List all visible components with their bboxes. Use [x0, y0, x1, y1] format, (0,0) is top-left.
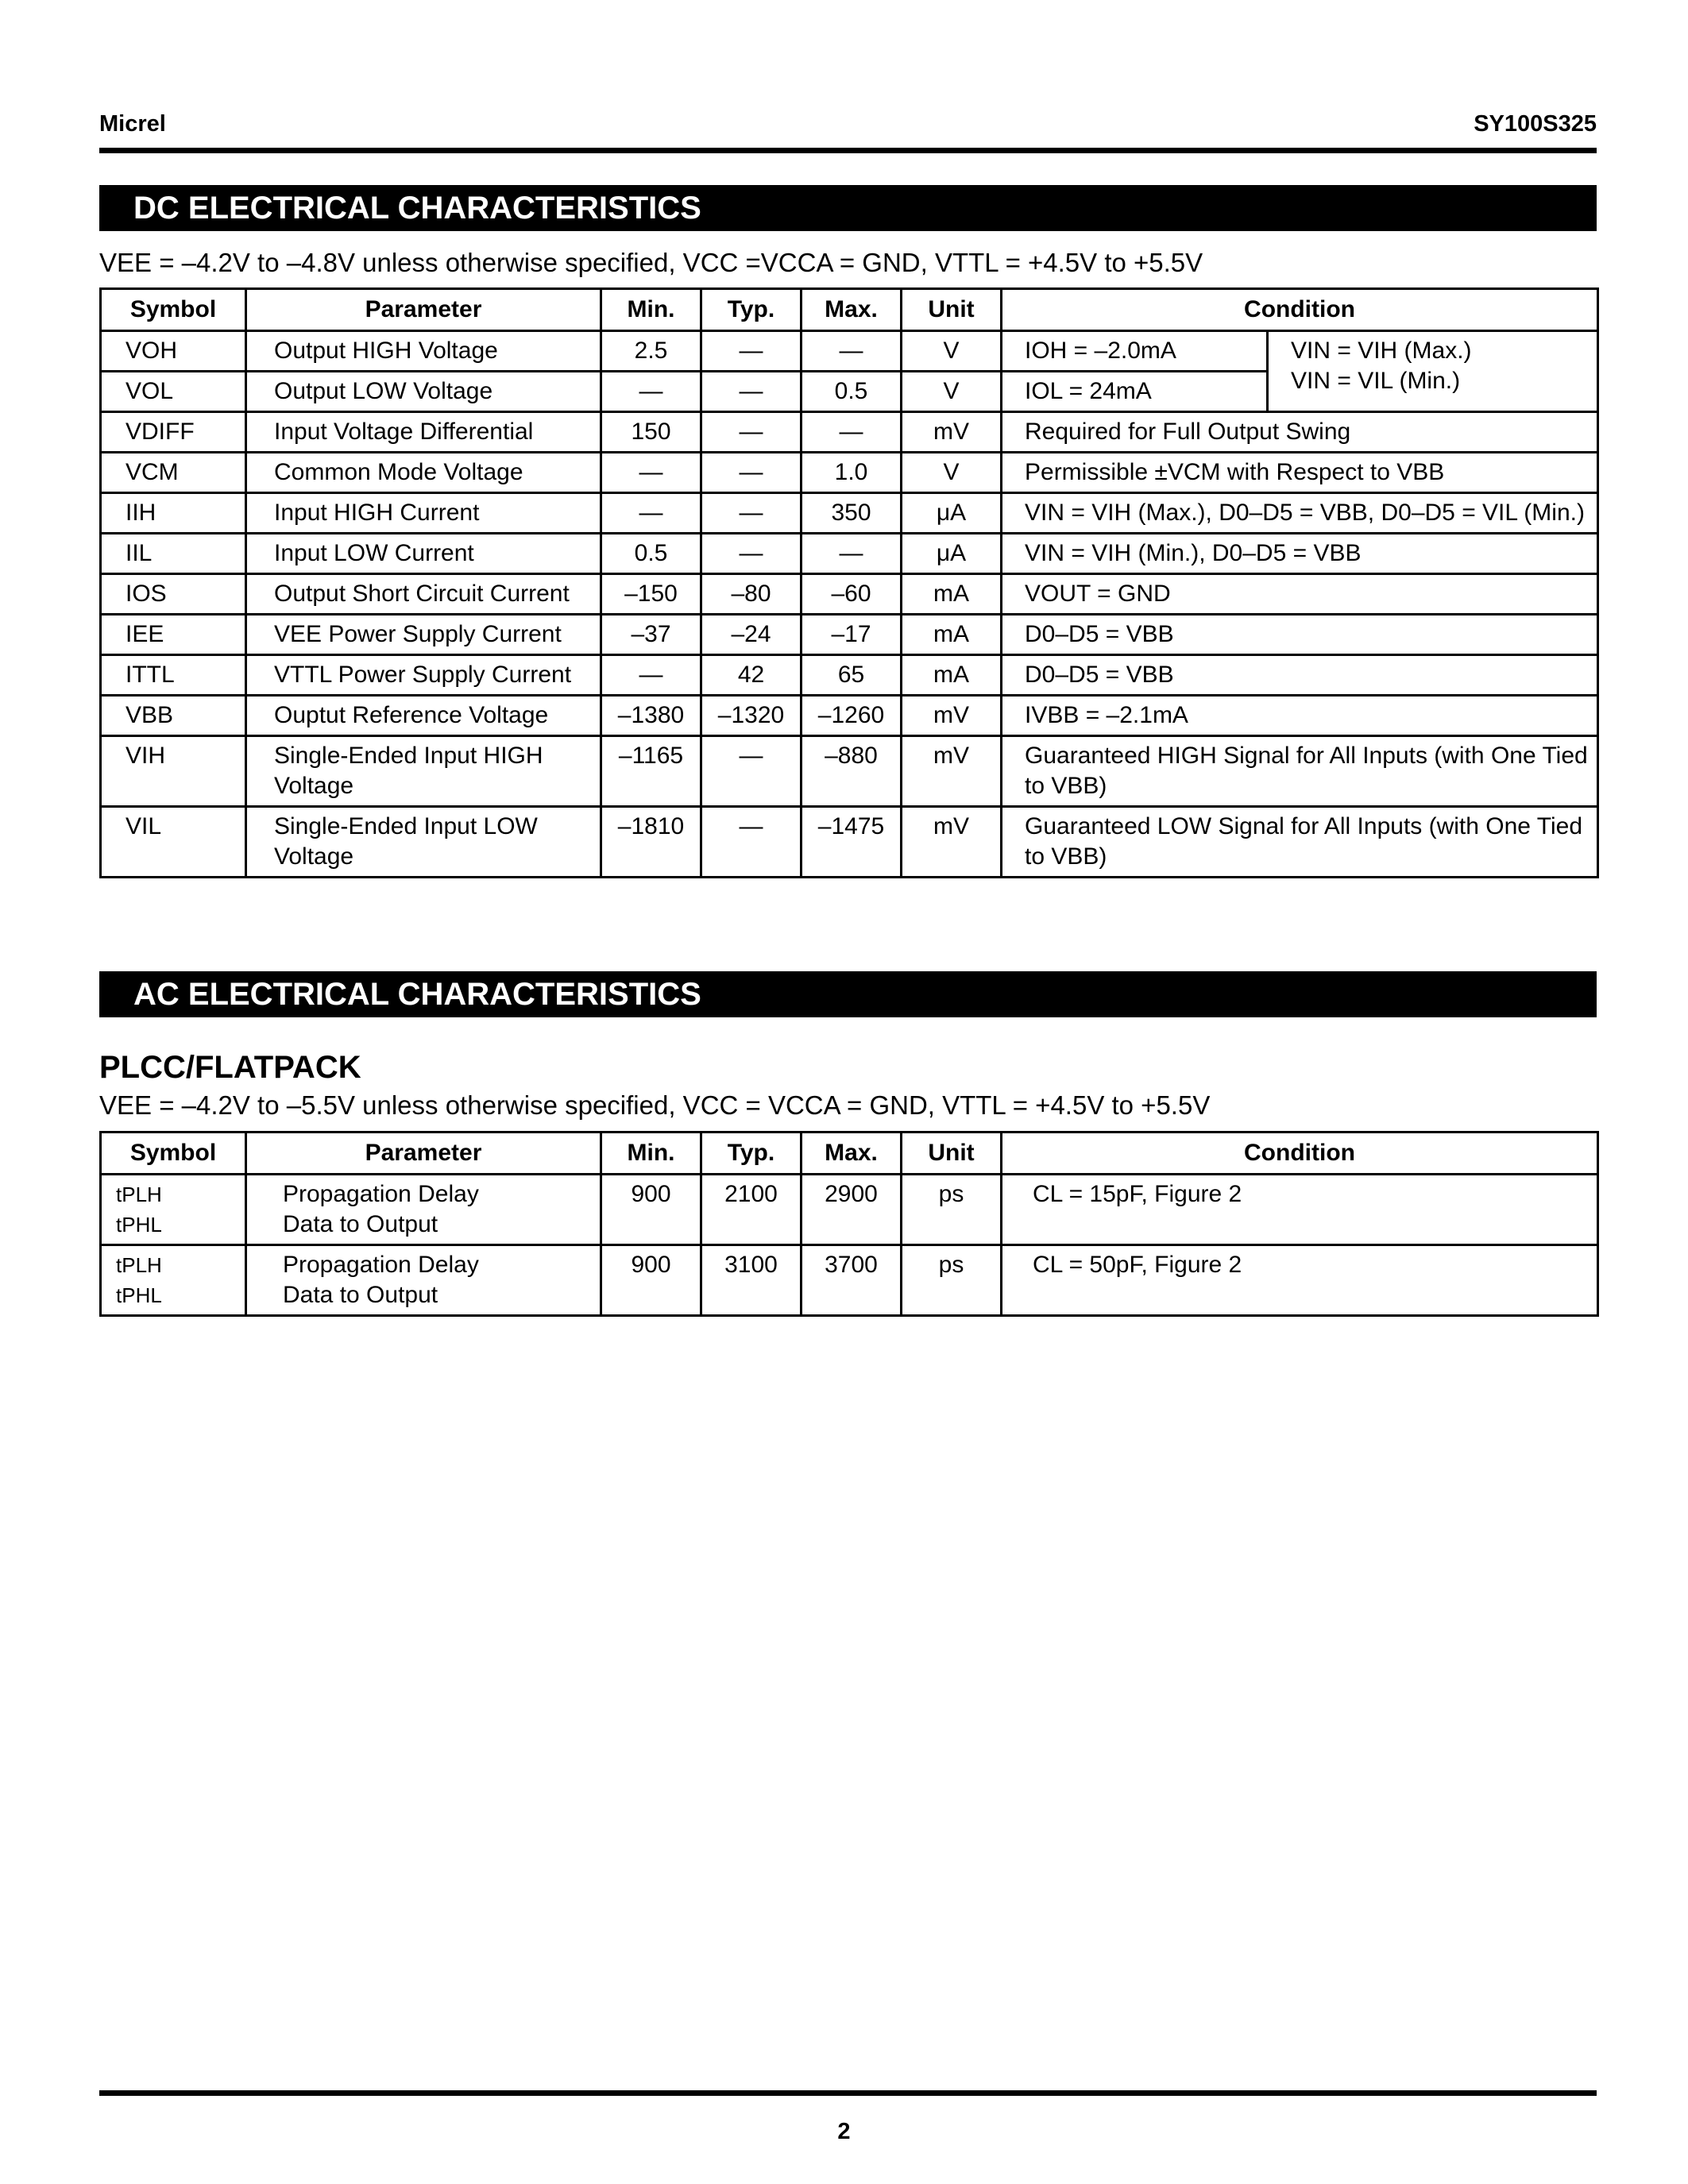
- symbol: [101, 1245, 246, 1316]
- typ: –24: [701, 615, 802, 655]
- symbol-rise: tPLH: [116, 1183, 162, 1206]
- max: 3700: [802, 1245, 902, 1316]
- symbol: IIL: [101, 534, 246, 574]
- unit: V: [902, 372, 1002, 412]
- max: –880: [802, 736, 902, 807]
- typ: 3100: [701, 1245, 802, 1316]
- condition: D0–D5 = VBB: [1002, 615, 1598, 655]
- unit: mA: [902, 615, 1002, 655]
- symbol: IEE: [101, 615, 246, 655]
- parameter-line1: Propagation Delay: [283, 1181, 479, 1207]
- condition: Guaranteed LOW Signal for All Inputs (with One Tied to VBB): [1002, 807, 1598, 878]
- symbol: VIL: [101, 807, 246, 878]
- symbol: VCM: [101, 453, 246, 493]
- unit: mV: [902, 412, 1002, 453]
- dc-conditions: VEE = –4.2V to –4.8V unless otherwise specified, VCC =VCCA = GND, VTTL = +4.5V to +5.5V: [99, 248, 1203, 277]
- col-condition: Condition: [1002, 289, 1598, 331]
- typ: —: [701, 736, 802, 807]
- min: 2.5: [601, 331, 701, 372]
- footer-rule: [99, 2090, 1597, 2096]
- condition: VIN = VIH (Max.), D0–D5 = VBB, D0–D5 = VIL (Min.): [1002, 493, 1598, 534]
- typ: —: [701, 331, 802, 372]
- condition: VIN = VIH (Min.), D0–D5 = VBB: [1002, 534, 1598, 574]
- col-min: Min.: [601, 289, 701, 331]
- symbol: VBB: [101, 696, 246, 736]
- ac-header-row: [101, 1133, 1598, 1175]
- condition: CL = 15pF, Figure 2: [1002, 1175, 1598, 1245]
- unit: mV: [902, 807, 1002, 878]
- table-row: [101, 331, 1598, 372]
- min: –1165: [601, 736, 701, 807]
- max: –1260: [802, 696, 902, 736]
- col-parameter: Parameter: [246, 289, 601, 331]
- min: –37: [601, 615, 701, 655]
- col-typ: Typ.: [701, 1133, 802, 1175]
- part-number: SY100S325: [1474, 111, 1597, 137]
- dc-characteristics-table: [99, 287, 1599, 878]
- table-row: [101, 412, 1598, 453]
- min: –150: [601, 574, 701, 615]
- unit: mV: [902, 736, 1002, 807]
- min: —: [601, 655, 701, 696]
- condition: Required for Full Output Swing: [1002, 412, 1598, 453]
- max: 0.5: [802, 372, 902, 412]
- symbol-rise: tPLH: [116, 1253, 162, 1277]
- parameter: Ouptut Reference Voltage: [246, 696, 601, 736]
- page-header: [99, 111, 1597, 145]
- min: —: [601, 493, 701, 534]
- unit: mA: [902, 574, 1002, 615]
- condition-input-high: VIN = VIH (Max.): [1291, 338, 1472, 364]
- symbol: [101, 1175, 246, 1245]
- symbol: VOL: [101, 372, 246, 412]
- symbol: VIH: [101, 736, 246, 807]
- symbol: IIH: [101, 493, 246, 534]
- condition: CL = 50pF, Figure 2: [1002, 1245, 1598, 1316]
- table-row: [101, 807, 1598, 878]
- condition-input-low: VIN = VIL (Min.): [1291, 368, 1461, 394]
- col-unit: Unit: [902, 1133, 1002, 1175]
- col-symbol: Symbol: [101, 1133, 246, 1175]
- min: 900: [601, 1245, 701, 1316]
- typ: —: [701, 807, 802, 878]
- symbol: VOH: [101, 331, 246, 372]
- max: 350: [802, 493, 902, 534]
- table-row: [101, 1245, 1598, 1316]
- max: 65: [802, 655, 902, 696]
- page-number: 2: [837, 2119, 851, 2144]
- parameter-line2: Data to Output: [283, 1211, 438, 1237]
- condition: VOUT = GND: [1002, 574, 1598, 615]
- col-min: Min.: [601, 1133, 701, 1175]
- symbol: ITTL: [101, 655, 246, 696]
- max: –60: [802, 574, 902, 615]
- symbol-fall: tPHL: [116, 1283, 162, 1307]
- parameter: Output Short Circuit Current: [246, 574, 601, 615]
- min: –1810: [601, 807, 701, 878]
- typ: 42: [701, 655, 802, 696]
- max: 1.0: [802, 453, 902, 493]
- col-unit: Unit: [902, 289, 1002, 331]
- unit: mA: [902, 655, 1002, 696]
- parameter: Common Mode Voltage: [246, 453, 601, 493]
- max: —: [802, 412, 902, 453]
- parameter: [246, 1245, 601, 1316]
- condition: Permissible ±VCM with Respect to VBB: [1002, 453, 1598, 493]
- ac-section-title: AC ELECTRICAL CHARACTERISTICS: [99, 971, 1597, 1017]
- parameter: [246, 1175, 601, 1245]
- parameter: Single-Ended Input LOW Voltage: [246, 807, 601, 878]
- typ: —: [701, 453, 802, 493]
- max: 2900: [802, 1175, 902, 1245]
- unit: μA: [902, 493, 1002, 534]
- min: 0.5: [601, 534, 701, 574]
- package-subtitle: PLCC/FLATPACK: [99, 1050, 361, 1085]
- table-row: [101, 493, 1598, 534]
- symbol: IOS: [101, 574, 246, 615]
- typ: —: [701, 412, 802, 453]
- symbol: VDIFF: [101, 412, 246, 453]
- unit: ps: [902, 1175, 1002, 1245]
- min: —: [601, 372, 701, 412]
- ac-characteristics-table: [99, 1131, 1599, 1317]
- col-parameter: Parameter: [246, 1133, 601, 1175]
- unit: mV: [902, 696, 1002, 736]
- header-rule: [99, 148, 1597, 153]
- table-row: [101, 615, 1598, 655]
- table-row: [101, 655, 1598, 696]
- ac-conditions: VEE = –4.2V to –5.5V unless otherwise specified, VCC = VCCA = GND, VTTL = +4.5V to +5.5V: [99, 1090, 1211, 1120]
- unit: μA: [902, 534, 1002, 574]
- parameter: Input HIGH Current: [246, 493, 601, 534]
- parameter-line2: Data to Output: [283, 1282, 438, 1308]
- typ: 2100: [701, 1175, 802, 1245]
- unit: ps: [902, 1245, 1002, 1316]
- parameter-line1: Propagation Delay: [283, 1252, 479, 1278]
- condition: Guaranteed HIGH Signal for All Inputs (with One Tied to VBB): [1002, 736, 1598, 807]
- parameter: VEE Power Supply Current: [246, 615, 601, 655]
- parameter: Output HIGH Voltage: [246, 331, 601, 372]
- col-max: Max.: [802, 1133, 902, 1175]
- table-row: [101, 696, 1598, 736]
- max: –1475: [802, 807, 902, 878]
- unit: V: [902, 331, 1002, 372]
- max: —: [802, 331, 902, 372]
- parameter: Input Voltage Differential: [246, 412, 601, 453]
- typ: —: [701, 534, 802, 574]
- table-row: [101, 574, 1598, 615]
- table-row: [101, 1175, 1598, 1245]
- min: 900: [601, 1175, 701, 1245]
- typ: –1320: [701, 696, 802, 736]
- table-row: [101, 453, 1598, 493]
- max: —: [802, 534, 902, 574]
- symbol-fall: tPHL: [116, 1213, 162, 1237]
- parameter: Single-Ended Input HIGH Voltage: [246, 736, 601, 807]
- company-name: Micrel: [99, 111, 166, 137]
- col-typ: Typ.: [701, 289, 802, 331]
- condition: IOH = –2.0mA: [1002, 331, 1268, 372]
- table-row: [101, 534, 1598, 574]
- col-symbol: Symbol: [101, 289, 246, 331]
- unit: V: [902, 453, 1002, 493]
- parameter: Input LOW Current: [246, 534, 601, 574]
- typ: –80: [701, 574, 802, 615]
- condition: IVBB = –2.1mA: [1002, 696, 1598, 736]
- dc-section-title: DC ELECTRICAL CHARACTERISTICS: [99, 185, 1597, 231]
- typ: —: [701, 493, 802, 534]
- col-condition: Condition: [1002, 1133, 1598, 1175]
- condition: IOL = 24mA: [1002, 372, 1268, 412]
- parameter: Output LOW Voltage: [246, 372, 601, 412]
- min: 150: [601, 412, 701, 453]
- min: –1380: [601, 696, 701, 736]
- dc-header-row: [101, 289, 1598, 331]
- condition-input: [1268, 331, 1598, 412]
- col-max: Max.: [802, 289, 902, 331]
- typ: —: [701, 372, 802, 412]
- table-row: [101, 736, 1598, 807]
- parameter: VTTL Power Supply Current: [246, 655, 601, 696]
- max: –17: [802, 615, 902, 655]
- condition: D0–D5 = VBB: [1002, 655, 1598, 696]
- min: —: [601, 453, 701, 493]
